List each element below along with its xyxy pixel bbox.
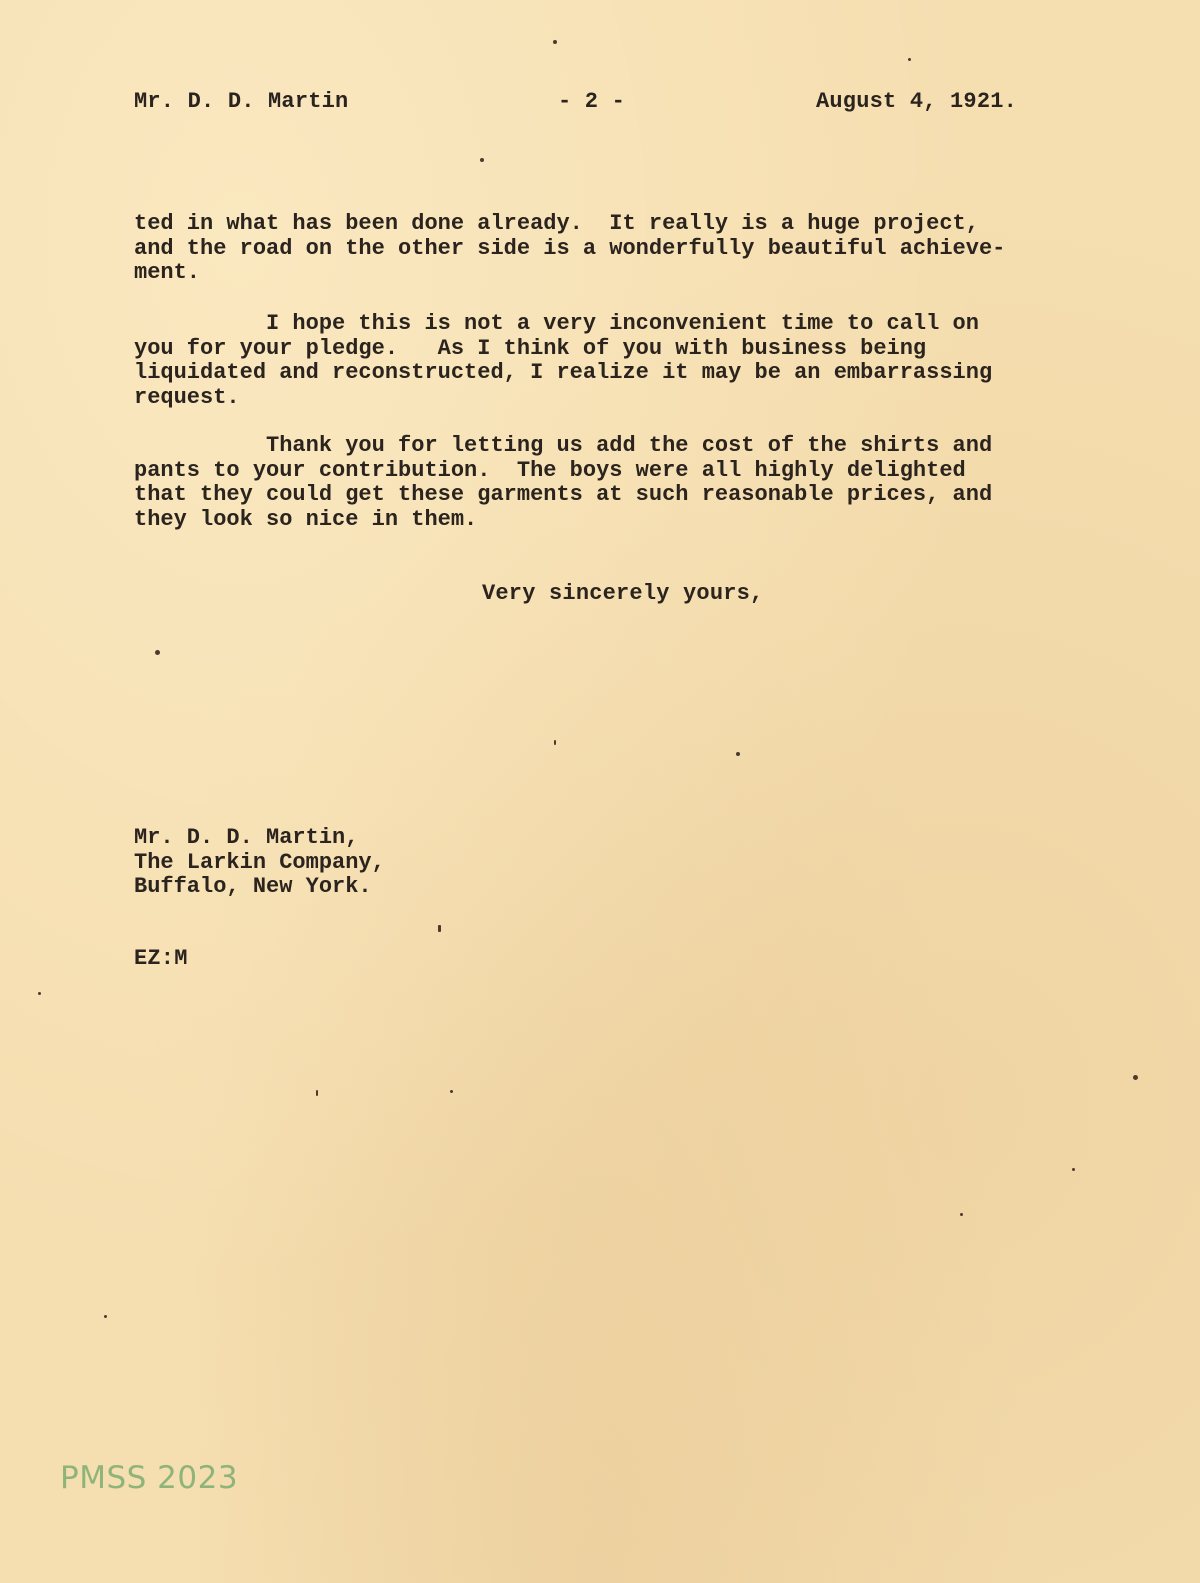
address-line: The Larkin Company, <box>134 849 385 875</box>
paragraph-1-line: ted in what has been done already. It really is a huge project, <box>134 211 979 236</box>
paragraph-2-line: request. <box>134 384 240 410</box>
paragraph-3-line: they look so nice in them. <box>134 506 478 532</box>
closing-salutation: Very sincerely yours, <box>482 581 764 606</box>
archive-watermark: PMSS 2023 <box>60 1460 239 1496</box>
header-recipient: Mr. D. D. Martin <box>134 89 349 114</box>
paper-speck <box>553 40 557 44</box>
paragraph-1-line: ment. <box>134 260 201 285</box>
header-date: August 4, 1921. <box>816 89 1018 114</box>
paragraph-3-line: that they could get these garments at such reasonable prices, and <box>134 482 993 507</box>
header-page-number: - 2 - <box>558 89 626 114</box>
paragraph-3 <box>134 434 992 532</box>
paper-speck <box>960 1213 963 1216</box>
paper-speck <box>155 650 160 655</box>
paper-speck <box>104 1315 107 1318</box>
paper-speck <box>554 740 556 745</box>
paragraph-1 <box>134 212 1005 286</box>
typist-initials: EZ:M <box>134 946 188 971</box>
paper-speck <box>736 752 740 756</box>
paragraph-1-line: and the road on the other side is a wonderfully beautiful achieve- <box>134 235 1006 261</box>
paper-speck <box>316 1090 318 1096</box>
paper-speck <box>1133 1075 1138 1080</box>
paragraph-3-line: pants to your contribution. The boys were all highly delighted <box>134 457 966 483</box>
paragraph-2-line: I hope this is not a very inconvenient time to call on <box>134 311 979 336</box>
address-line: Mr. D. D. Martin, <box>134 825 359 850</box>
paper-speck <box>480 158 484 162</box>
paper-speck <box>908 58 911 61</box>
paragraph-2 <box>134 312 992 410</box>
paragraph-2-line: you for your pledge. As I think of you with business being <box>134 335 927 361</box>
paper-speck <box>38 992 41 995</box>
recipient-address <box>134 826 385 900</box>
paper-speck <box>1072 1168 1075 1171</box>
paragraph-3-line: Thank you for letting us add the cost of the shirts and <box>134 433 993 458</box>
paper-speck <box>450 1090 453 1093</box>
paragraph-2-line: liquidated and reconstructed, I realize it may be an embarrassing <box>134 360 993 385</box>
paper-speck <box>438 925 441 932</box>
address-line: Buffalo, New York. <box>134 874 372 899</box>
